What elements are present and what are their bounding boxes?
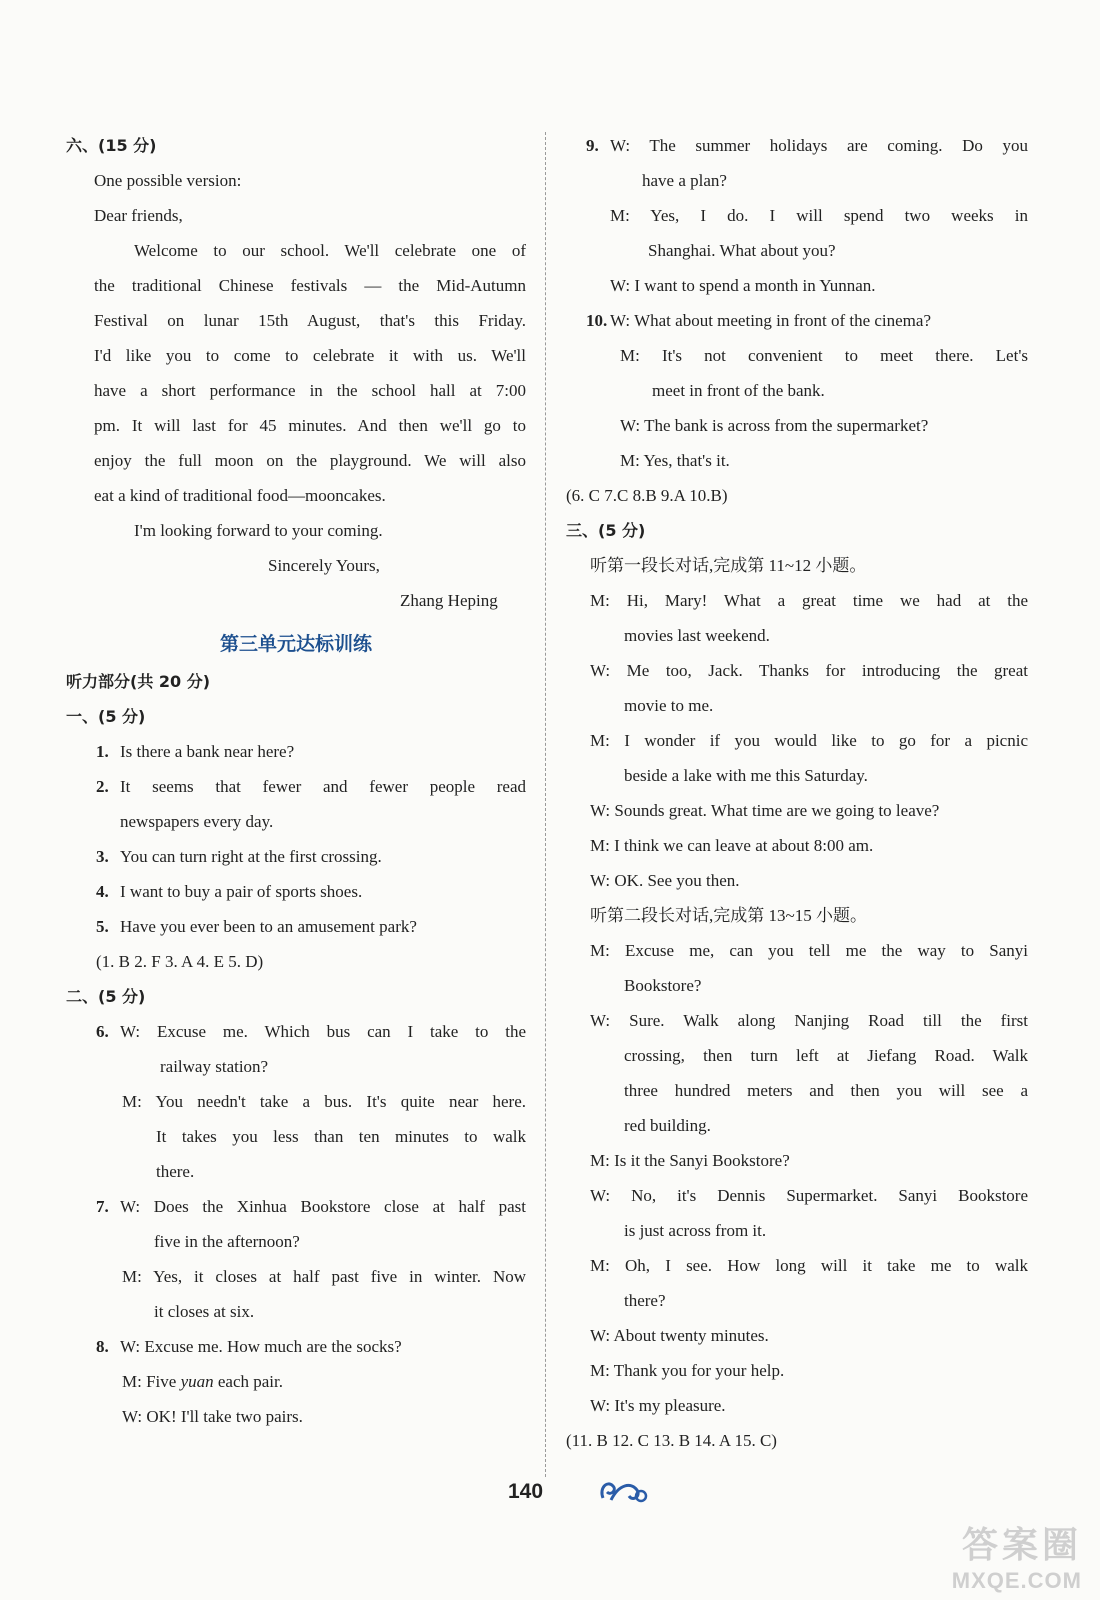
text-line: movie to me. — [624, 696, 714, 715]
text-line: W: Me too, Jack. Thanks for introducing the great — [590, 661, 1028, 680]
text-line: meet in front of the bank. — [652, 381, 825, 400]
text-line: (1. B 2. F 3. A 4. E 5. D) — [96, 952, 264, 971]
section-heading: 一、(5 分) — [66, 707, 146, 726]
item-number: 8. — [96, 1337, 109, 1356]
item-number: 5. — [96, 917, 109, 936]
text-line: is just across from it. — [624, 1221, 767, 1240]
text-line: Zhang Heping — [400, 591, 498, 610]
text-line: beside a lake with me this Saturday. — [624, 766, 868, 785]
text-line: M: You needn't take a bus. It's quite near here. — [122, 1092, 526, 1111]
line-text: W: Excuse me. Which bus can I take to the — [120, 1022, 526, 1041]
text-line: Festival on lunar 15th August, that's this Friday. — [94, 311, 526, 330]
item-number: 2. — [96, 777, 109, 796]
section-heading: 听力部分(共 20 分) — [66, 672, 211, 691]
text-line: M: Oh, I see. How long will it take me to walk — [590, 1256, 1028, 1275]
line-text: Is there a bank near here? — [120, 742, 295, 761]
right-column — [566, 128, 1028, 1458]
text-line: 听第一段长对话,完成第 11~12 小题。 — [590, 556, 867, 575]
text-line: It takes you less than ten minutes to walk — [156, 1127, 526, 1146]
text-line: M: Yes, I do. I will spend two weeks in — [610, 206, 1028, 225]
item-number: 9. — [586, 136, 599, 155]
text-line: M: Yes, it closes at half past five in winter. Now — [122, 1267, 526, 1286]
text-line: (6. C 7.C 8.B 9.A 10.B) — [566, 486, 728, 505]
text-line: newspapers every day. — [120, 812, 274, 831]
left-column — [66, 128, 526, 1434]
line-text: You can turn right at the first crossing. — [120, 847, 382, 866]
item-number: 10. — [586, 311, 608, 330]
text-line: eat a kind of traditional food—mooncakes. — [94, 486, 386, 505]
text-line: three hundred meters and then you will see a — [624, 1081, 1028, 1100]
line-text: W: Does the Xinhua Bookstore close at half past — [120, 1197, 526, 1216]
text-line — [566, 303, 1028, 338]
text-line: pm. It will last for 45 minutes. And then we'll go to — [94, 416, 526, 435]
text-line: red building. — [624, 1116, 711, 1135]
text-line: have a plan? — [642, 171, 727, 190]
column-divider — [545, 132, 546, 1477]
text-line: five in the afternoon? — [154, 1232, 300, 1251]
text-line: One possible version: — [94, 171, 242, 190]
text-line: railway station? — [160, 1057, 269, 1076]
text-line: W: The bank is across from the supermarket? — [620, 416, 929, 435]
text-line: W: Sounds great. What time are we going to leave? — [590, 801, 940, 820]
text-line — [66, 909, 526, 944]
item-number: 3. — [96, 847, 109, 866]
line-text: Have you ever been to an amusement park? — [120, 917, 417, 936]
text-line: M: Yes, that's it. — [620, 451, 730, 470]
text-line: W: OK. See you then. — [590, 871, 740, 890]
text-line — [66, 874, 526, 909]
text-line: M: Is it the Sanyi Bookstore? — [590, 1151, 790, 1170]
text-line: have a short performance in the school hall at 7:00 — [94, 381, 526, 400]
text-line: crossing, then turn left at Jiefang Road. Walk — [624, 1046, 1028, 1065]
text-line: movies last weekend. — [624, 626, 770, 645]
text-line: W: It's my pleasure. — [590, 1396, 726, 1415]
text-line: Bookstore? — [624, 976, 702, 995]
line-text: It seems that fewer and fewer people read — [120, 777, 526, 796]
text-line: I'd like you to come to celebrate it with us. We'll — [94, 346, 526, 365]
watermark-logo: 答案圈 — [961, 1524, 1082, 1565]
watermark — [952, 1517, 1082, 1594]
line-text: W: What about meeting in front of the cinema? — [610, 311, 931, 330]
text-line: there? — [624, 1291, 666, 1310]
section-heading: 二、(5 分) — [66, 987, 146, 1006]
text-line: it closes at six. — [154, 1302, 255, 1321]
text-line: 听第二段长对话,完成第 13~15 小题。 — [590, 906, 867, 925]
line-text: I want to buy a pair of sports shoes. — [120, 882, 363, 901]
text-line: M: I think we can leave at about 8:00 am. — [590, 836, 874, 855]
text-line — [66, 734, 526, 769]
italic-word: yuan — [180, 1372, 214, 1391]
text-line: the traditional Chinese festivals — the Mid-Autumn — [94, 276, 526, 295]
text-line: W: No, it's Dennis Supermarket. Sanyi Bookstore — [590, 1186, 1028, 1205]
text-line — [66, 1329, 526, 1364]
text-line: M: It's not convenient to meet there. Let's — [620, 346, 1028, 365]
line-text: W: The summer holidays are coming. Do you — [610, 136, 1028, 155]
item-number: 1. — [96, 742, 109, 761]
line-text: W: Excuse me. How much are the socks? — [120, 1337, 402, 1356]
text-line: I'm looking forward to your coming. — [134, 521, 383, 540]
text-line: W: Sure. Walk along Nanjing Road till the first — [590, 1011, 1028, 1030]
text-line: Dear friends, — [94, 206, 183, 225]
text-line: there. — [156, 1162, 195, 1181]
text-line — [566, 128, 1028, 163]
section-title: 第三单元达标训练 — [219, 633, 372, 655]
text-line: Sincerely Yours, — [268, 556, 380, 575]
text-line — [66, 839, 526, 874]
section-heading: 六、(15 分) — [66, 136, 157, 155]
text-line: M: I wonder if you would like to go for a picnic — [590, 731, 1028, 750]
item-number: 4. — [96, 882, 109, 901]
text-line — [66, 769, 526, 804]
page-number: 140 — [508, 1480, 544, 1503]
text-line: Welcome to our school. We'll celebrate one of — [134, 241, 526, 260]
text-line — [66, 1014, 526, 1049]
text-line: W: About twenty minutes. — [590, 1326, 769, 1345]
text-line: M: Thank you for your help. — [590, 1361, 785, 1380]
watermark-url: MXQE.COM — [951, 1568, 1082, 1593]
text-line: M: Excuse me, can you tell me the way to Sanyi — [590, 941, 1028, 960]
section-heading: 三、(5 分) — [566, 521, 646, 540]
text-line: W: I want to spend a month in Yunnan. — [610, 276, 876, 295]
item-number: 7. — [96, 1197, 109, 1216]
text-line: enjoy the full moon on the playground. We will also — [94, 451, 526, 470]
text-line: (11. B 12. C 13. B 14. A 15. C) — [566, 1431, 777, 1450]
item-number: 6. — [96, 1022, 109, 1041]
swirl-ornament-icon — [597, 1476, 649, 1504]
text-line — [66, 1189, 526, 1224]
text-line: M: Five yuan each pair. — [122, 1372, 283, 1391]
text-line: Shanghai. What about you? — [648, 241, 836, 260]
text-line: M: Hi, Mary! What a great time we had at the — [590, 591, 1028, 610]
text-line: W: OK! I'll take two pairs. — [122, 1407, 303, 1426]
